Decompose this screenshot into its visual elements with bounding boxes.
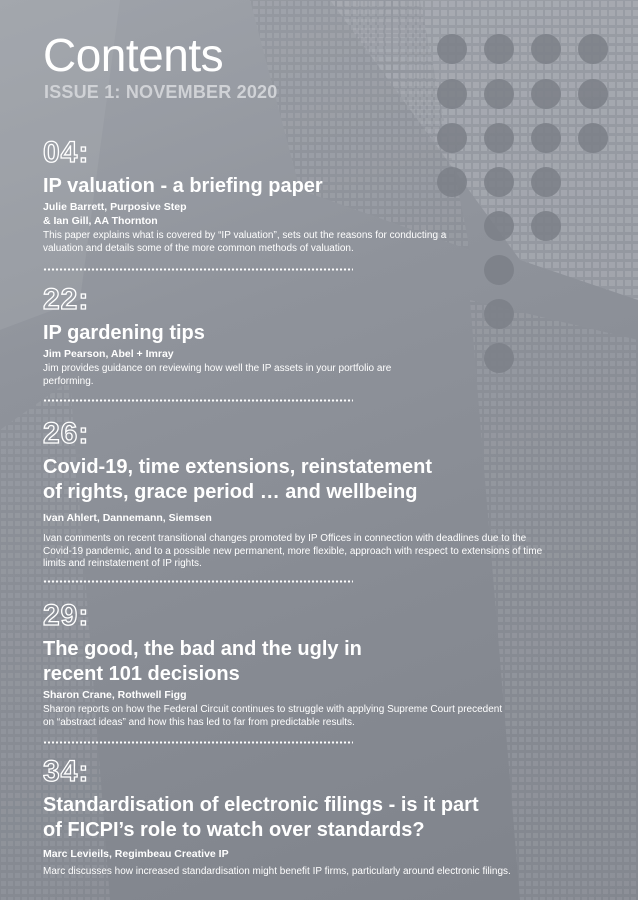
page-number: 22: [43, 283, 90, 316]
article-author [43, 200, 563, 228]
author-line: Julie Barrett, Purposive Step [43, 201, 187, 213]
title-line: Covid-19, time extensions, reinstatement [43, 456, 433, 478]
article-description: Ivan comments on recent transitional changes promoted by IP Offices in connection with deadlines due to the Covid-19 pandemic, and to a possible new permanent, more flexible, approach with respect to extensions of time limits and reinstatement of IP rights. [43, 533, 543, 569]
decor-dot [484, 79, 514, 109]
page-number: 34: [43, 755, 90, 788]
title-line: The good, the bad and the ugly in [43, 638, 362, 660]
decor-dot [484, 34, 514, 64]
author-line: & Ian Gill, AA Thornton [43, 215, 158, 227]
article-entry-ip-valuation[interactable] [43, 138, 563, 255]
article-title[interactable]: IP valuation - a briefing paper [43, 175, 323, 197]
article-entry-ip-gardening[interactable] [43, 285, 563, 388]
article-author: Sharon Crane, Rothwell Figg [43, 689, 187, 701]
decor-dot [437, 79, 467, 109]
article-entry-101-decisions[interactable] [43, 601, 563, 729]
decor-dot [578, 34, 608, 64]
dotted-divider [43, 268, 353, 271]
dotted-divider [43, 399, 353, 402]
issue-label: ISSUE 1: NOVEMBER 2020 [44, 82, 278, 102]
article-description: Marc discusses how increased standardisation might benefit IP firms, particularly around electronic filings. [43, 866, 511, 877]
article-description: Jim provides guidance on reviewing how well the IP assets in your portfolio are performing. [43, 363, 392, 387]
article-author: Marc Levieils, Regimbeau Creative IP [43, 848, 229, 860]
article-title[interactable]: IP gardening tips [43, 322, 205, 344]
article-title[interactable] [43, 455, 563, 505]
decor-dot [437, 34, 467, 64]
title-line: Standardisation of electronic filings - is it part [43, 794, 479, 816]
title-line: recent 101 decisions [43, 663, 240, 685]
dotted-divider [43, 580, 353, 583]
decor-dot [531, 34, 561, 64]
page-number: 26: [43, 417, 90, 450]
title-line: of FICPI’s role to watch over standards? [43, 819, 425, 841]
article-description: Sharon reports on how the Federal Circuit continues to struggle with applying Supreme Court precedent on “abstract ideas” and how this has led to far from predictable results. [43, 704, 503, 728]
title-line: of rights, grace period … and wellbeing [43, 481, 418, 503]
decor-dot [578, 123, 608, 153]
article-author: Ivan Ahlert, Dannemann, Siemsen [43, 512, 212, 524]
article-author: Jim Pearson, Abel + Imray [43, 348, 174, 360]
page-number: 29: [43, 599, 90, 632]
decor-dot [531, 79, 561, 109]
page-number: 04: [43, 136, 90, 169]
article-entry-standardisation[interactable] [43, 757, 563, 879]
dotted-divider [43, 741, 353, 744]
article-title[interactable] [43, 793, 563, 843]
article-entry-covid-19[interactable] [43, 419, 563, 571]
article-title[interactable] [43, 637, 563, 687]
decor-dot [484, 255, 514, 285]
page-title: Contents [43, 29, 224, 81]
decor-dot [578, 79, 608, 109]
article-description: This paper explains what is covered by “IP valuation”, sets out the reasons for conducting a valuation and details some of the more common methods of valuation. [43, 230, 447, 254]
